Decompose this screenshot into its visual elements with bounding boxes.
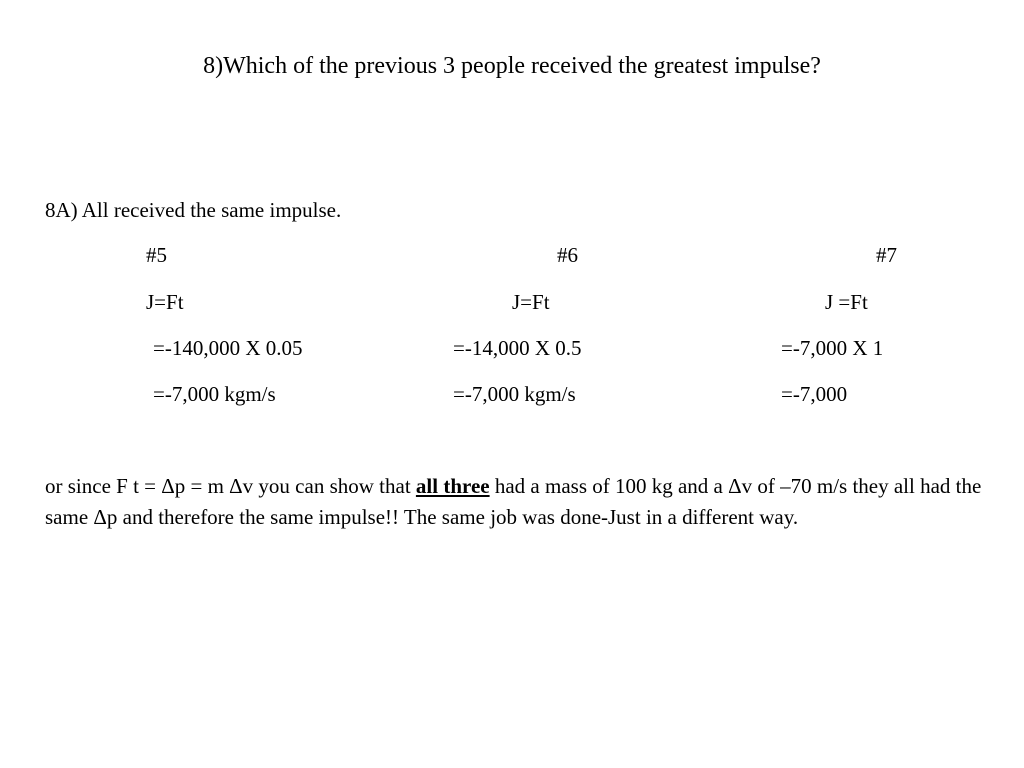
explanation-text-part1: or since F t = Δp = m Δv you can show that (45, 474, 416, 498)
column-5-substitution: =-140,000 X 0.05 (153, 336, 303, 360)
column-6-result: =-7,000 kgm/s (453, 382, 576, 406)
explanation-text-part2: had a mass of 100 kg and a Δv of –70 m/s they all had the same Δp and therefore the same impulse!! The same job was done-Just in a different way. (45, 474, 982, 529)
column-5-result: =-7,000 kgm/s (153, 382, 276, 406)
column-7-formula: J =Ft (825, 290, 868, 314)
explanation-emphasis: all three (415, 474, 490, 498)
column-5-formula: J=Ft (146, 290, 184, 314)
column-5-label: #5 (146, 243, 167, 267)
column-6-formula: J=Ft (512, 290, 550, 314)
explanation-paragraph (45, 471, 1005, 533)
column-6-label: #6 (557, 243, 578, 267)
column-7-label: #7 (876, 243, 897, 267)
column-7-result: =-7,000 (781, 382, 848, 406)
answer-line: 8A) All received the same impulse. (45, 198, 342, 222)
slide-title: 8)Which of the previous 3 people received the greatest impulse? (203, 53, 821, 79)
column-7-substitution: =-7,000 X 1 (781, 336, 884, 360)
column-6-substitution: =-14,000 X 0.5 (453, 336, 582, 360)
